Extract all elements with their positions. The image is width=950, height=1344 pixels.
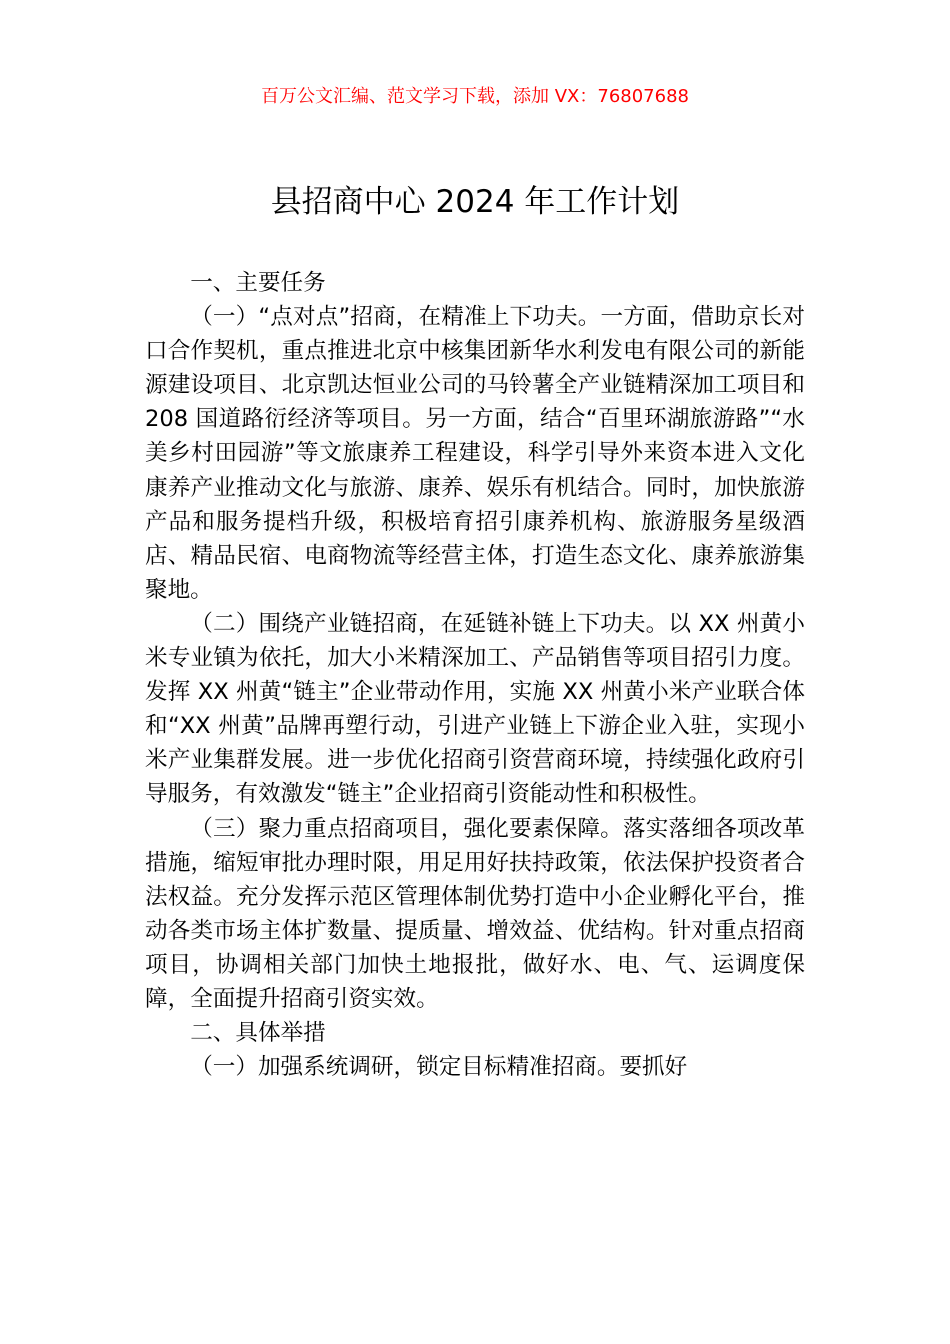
paragraph-key-projects: （三）聚力重点招商项目，强化要素保障。落实落细各项改革措施，缩短审批办理时限，用足用好扶持政策，依法保护投资者合法权益。充分发挥示范区管理体制优势打造中小企业孵化平台，推动各类市场主体扩数量、提质量、增效益、优结构。针对重点招商项目，协调相关部门加快土地报批，做好水、电、气、运调度保障，全面提升招商引资实效。 (145, 815, 805, 1012)
paragraph-point-to-point: （一）“点对点”招商，在精准上下功夫。一方面，借助京长对口合作契机，重点推进北京中核集团新华水利发电有限公司的新能源建设项目、北京凯达恒业公司的马铃薯全产业链精深加工项目和 208 国道路衍经济等项目。另一方面，结合“百里环湖旅游路”“水美乡村田园游”等文旅康养工程建设，科学引导外来资本进入文化康养产业推动文化与旅游、康养、娱乐有机结合。同时，加快旅游产品和服务提档升级，积极培育招引康养机构、旅游服务星级酒店、精品民宿、电商物流等经营主体，打造生态文化、康养旅游集聚地。 (145, 304, 805, 603)
section-heading-main-tasks: 一、主要任务 (190, 270, 326, 296)
document-title: 县招商中心 2024 年工作计划 (270, 184, 680, 220)
paragraph-industry-chain: （二）围绕产业链招商，在延链补链上下功夫。以 XX 州黄小米专业镇为依托，加大小米精深加工、产品销售等项目招引力度。发挥 XX 州黄“链主”企业带动作用，实施 XX 州黄小米产业联合体和“XX 州黄”品牌再塑行动，引进产业链上下游企业入驻，实现小米产业集群发展。进一步优化招商引资营商环境，持续强化政府引导服务，有效激发“链主”企业招商引资能动性和积极性。 (145, 610, 805, 808)
document-body (145, 266, 805, 1084)
paragraph-research: （一）加强系统调研，锁定目标精准招商。要抓好 (190, 1054, 688, 1081)
watermark-header: 百万公文汇编、范文学习下载，添加 VX：76807688 (261, 86, 689, 107)
section-heading-specific-measures: 二、具体举措 (190, 1020, 326, 1047)
